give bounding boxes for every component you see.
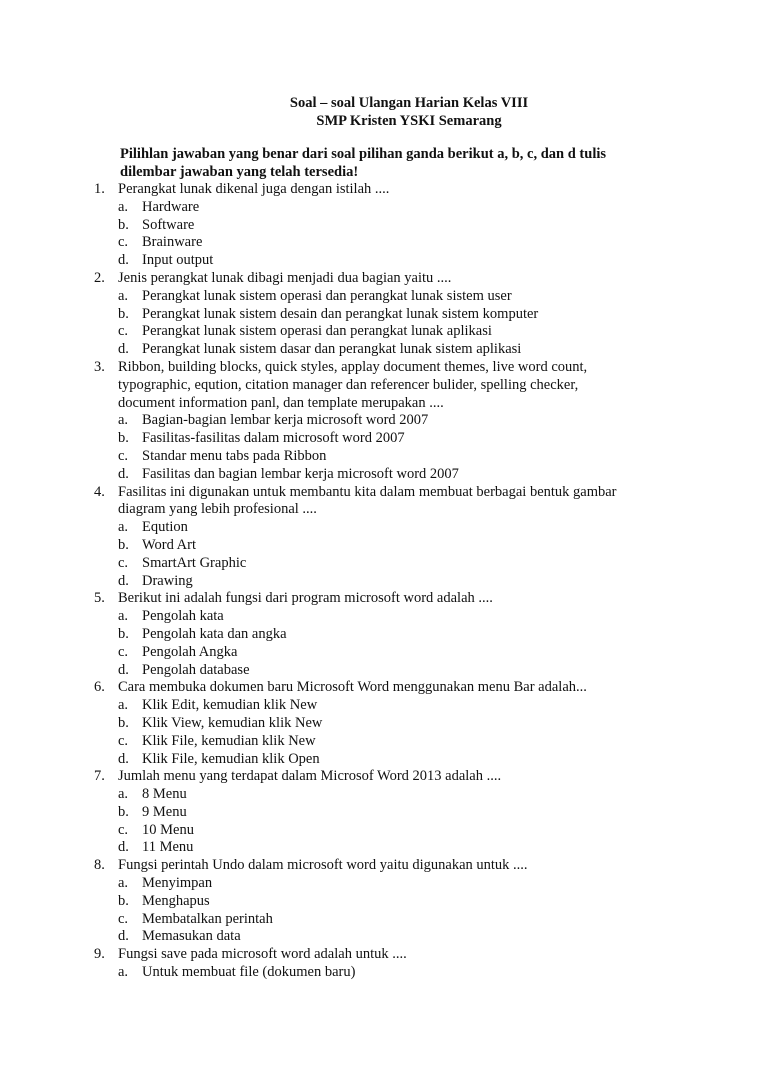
option-letter: d. [118,750,129,767]
answer-option [94,839,714,857]
question-text: Perangkat lunak dikenal juga dengan istilah .... [118,181,390,197]
option-text: Pengolah kata [142,608,224,625]
question-stem [94,768,714,786]
question-1 [94,181,714,270]
option-text: Perangkat lunak sistem operasi dan perangkat lunak aplikasi [142,323,492,340]
answer-option [94,822,714,840]
option-letter: a. [118,697,129,714]
question-text: Berikut ini adalah fungsi dari program microsoft word adalah .... [118,590,493,607]
option-text: SmartArt Graphic [142,554,247,571]
answer-option [94,323,714,341]
question-stem [94,590,714,608]
answer-option [94,875,714,893]
option-text: Standar menu tabs pada Ribbon [142,447,327,464]
question-text: Cara membuka dokumen baru Microsoft Word menggunakan menu Bar adalah... [118,679,587,696]
question-7 [94,768,714,857]
answer-option [94,252,714,270]
option-letter: a. [118,964,129,981]
answer-option [94,288,714,306]
question-number: 4. [94,483,105,500]
option-letter: d. [118,252,129,269]
question-stem [94,679,714,697]
option-letter: a. [118,198,129,215]
answer-option [94,893,714,911]
question-stem [94,181,714,199]
question-text: Ribbon, building blocks, quick styles, applay document themes, live word count, [118,358,588,375]
option-letter: b. [118,430,129,447]
option-text: Menghapus [142,892,210,909]
option-letter: a. [118,608,129,625]
option-letter: b. [118,305,129,322]
option-letter: d. [118,928,129,945]
answer-option [94,964,714,982]
answer-option [94,662,714,680]
answer-option [94,448,714,466]
answer-option [94,306,714,324]
option-text: 8 Menu [142,786,187,803]
option-text: 11 Menu [142,839,194,856]
question-number: 3. [94,358,105,375]
option-letter: a. [118,875,129,892]
answer-option [94,626,714,644]
answer-option [94,341,714,359]
option-letter: b. [118,803,129,820]
option-text: 9 Menu [142,803,187,820]
answer-option [94,715,714,733]
option-text: 10 Menu [142,821,194,838]
option-letter: c. [118,447,129,464]
question-text: Jenis perangkat lunak dibagi menjadi dua bagian yaitu .... [118,269,452,286]
answer-option [94,430,714,448]
question-stem [94,270,714,288]
option-letter: c. [118,643,129,660]
answer-option [94,519,714,537]
answer-option [94,412,714,430]
option-letter: c. [118,910,129,927]
option-letter: a. [118,412,129,429]
document-title: Soal – soal Ulangan Harian Kelas VIII [289,95,529,111]
question-number: 1. [94,181,105,197]
option-text: Hardware [142,198,200,215]
option-text: Word Art [142,536,197,553]
option-text: Pengolah database [142,661,250,678]
option-text: Klik Edit, kemudian klik New [142,697,318,714]
option-text: Membatalkan perintah [142,910,273,927]
answer-option [94,555,714,573]
answer-option [94,644,714,662]
question-stem [94,359,714,377]
option-text: Pengolah kata dan angka [142,625,287,642]
question-number: 7. [94,768,105,785]
option-text: Pengolah Angka [142,643,238,660]
option-text: Perangkat lunak sistem dasar dan perangkat lunak sistem aplikasi [142,341,522,358]
question-3 [94,359,714,484]
question-number: 8. [94,857,105,874]
option-text: Menyimpan [142,875,213,892]
question-text: Fasilitas ini digunakan untuk membantu kita dalam membuat berbagai bentuk gambar [118,483,617,500]
option-text: Brainware [142,234,203,251]
question-text: Jumlah menu yang terdapat dalam Microsof Word 2013 adalah .... [118,768,502,785]
question-number: 5. [94,590,105,607]
answer-option [94,234,714,252]
option-text: Drawing [142,572,193,589]
option-text: Fasilitas-fasilitas dalam microsoft word 2007 [142,430,405,447]
answer-option [94,608,714,626]
question-text-continued: diagram yang lebih profesional .... [118,501,317,518]
instructions-line-2: dilembar jawaban yang telah tersedia! [120,163,359,180]
option-text: Fasilitas dan bagian lembar kerja microsoft word 2007 [142,465,459,482]
question-list [94,181,714,982]
option-letter: c. [118,821,129,838]
option-text: Perangkat lunak sistem desain dan perangkat lunak sistem komputer [142,305,539,322]
option-letter: c. [118,323,129,340]
option-text: Klik File, kemudian klik New [142,732,316,749]
question-stem [94,946,714,964]
option-letter: b. [118,216,129,233]
instructions-line-1: Pilihlan jawaban yang benar dari soal pilihan ganda berikut a, b, c, dan d tulis [120,146,607,162]
answer-option [94,466,714,484]
option-letter: b. [118,536,129,553]
answer-option [94,786,714,804]
option-letter: d. [118,341,129,358]
question-2 [94,270,714,359]
option-letter: a. [118,519,129,536]
question-8 [94,857,714,946]
instructions [120,146,680,182]
question-number: 6. [94,679,105,696]
option-letter: b. [118,714,129,731]
question-5 [94,590,714,679]
answer-option [94,697,714,715]
question-text-continued: document information panl, dan template merupakan .... [118,394,444,411]
option-text: Klik File, kemudian klik Open [142,750,320,767]
question-stem [94,484,714,502]
option-text: Klik View, kemudian klik New [142,714,323,731]
question-text: Fungsi save pada microsoft word adalah untuk .... [118,946,407,963]
question-number: 2. [94,269,105,286]
answer-option [94,804,714,822]
question-9 [94,946,714,982]
option-text: Eqution [142,519,188,536]
option-text: Memasukan data [142,928,241,945]
option-letter: d. [118,465,129,482]
answer-option [94,199,714,217]
option-letter: b. [118,892,129,909]
option-text: Bagian-bagian lembar kerja microsoft word 2007 [142,412,429,429]
option-letter: a. [118,287,129,304]
option-letter: d. [118,839,129,856]
question-6 [94,679,714,768]
option-text: Software [142,216,195,233]
answer-option [94,573,714,591]
answer-option [94,928,714,946]
option-letter: a. [118,786,129,803]
option-text: Perangkat lunak sistem operasi dan perangkat lunak sistem user [142,287,512,304]
answer-option [94,733,714,751]
option-letter: c. [118,554,129,571]
question-4 [94,484,714,591]
answer-option [94,751,714,769]
question-number: 9. [94,946,105,963]
option-text: Input output [142,252,214,269]
option-letter: d. [118,572,129,589]
option-text: Untuk membuat file (dokumen baru) [142,964,356,981]
option-letter: c. [118,732,129,749]
question-stem [94,857,714,875]
option-letter: b. [118,625,129,642]
option-letter: d. [118,661,129,678]
answer-option [94,537,714,555]
option-letter: c. [118,234,129,251]
answer-option [94,911,714,929]
school-name: SMP Kristen YSKI Semarang [316,113,502,129]
question-text-continued: typographic, eqution, citation manager dan referencer bulider, spelling checker, [118,376,579,393]
answer-option [94,217,714,235]
question-text: Fungsi perintah Undo dalam microsoft word yaitu digunakan untuk .... [118,857,528,874]
